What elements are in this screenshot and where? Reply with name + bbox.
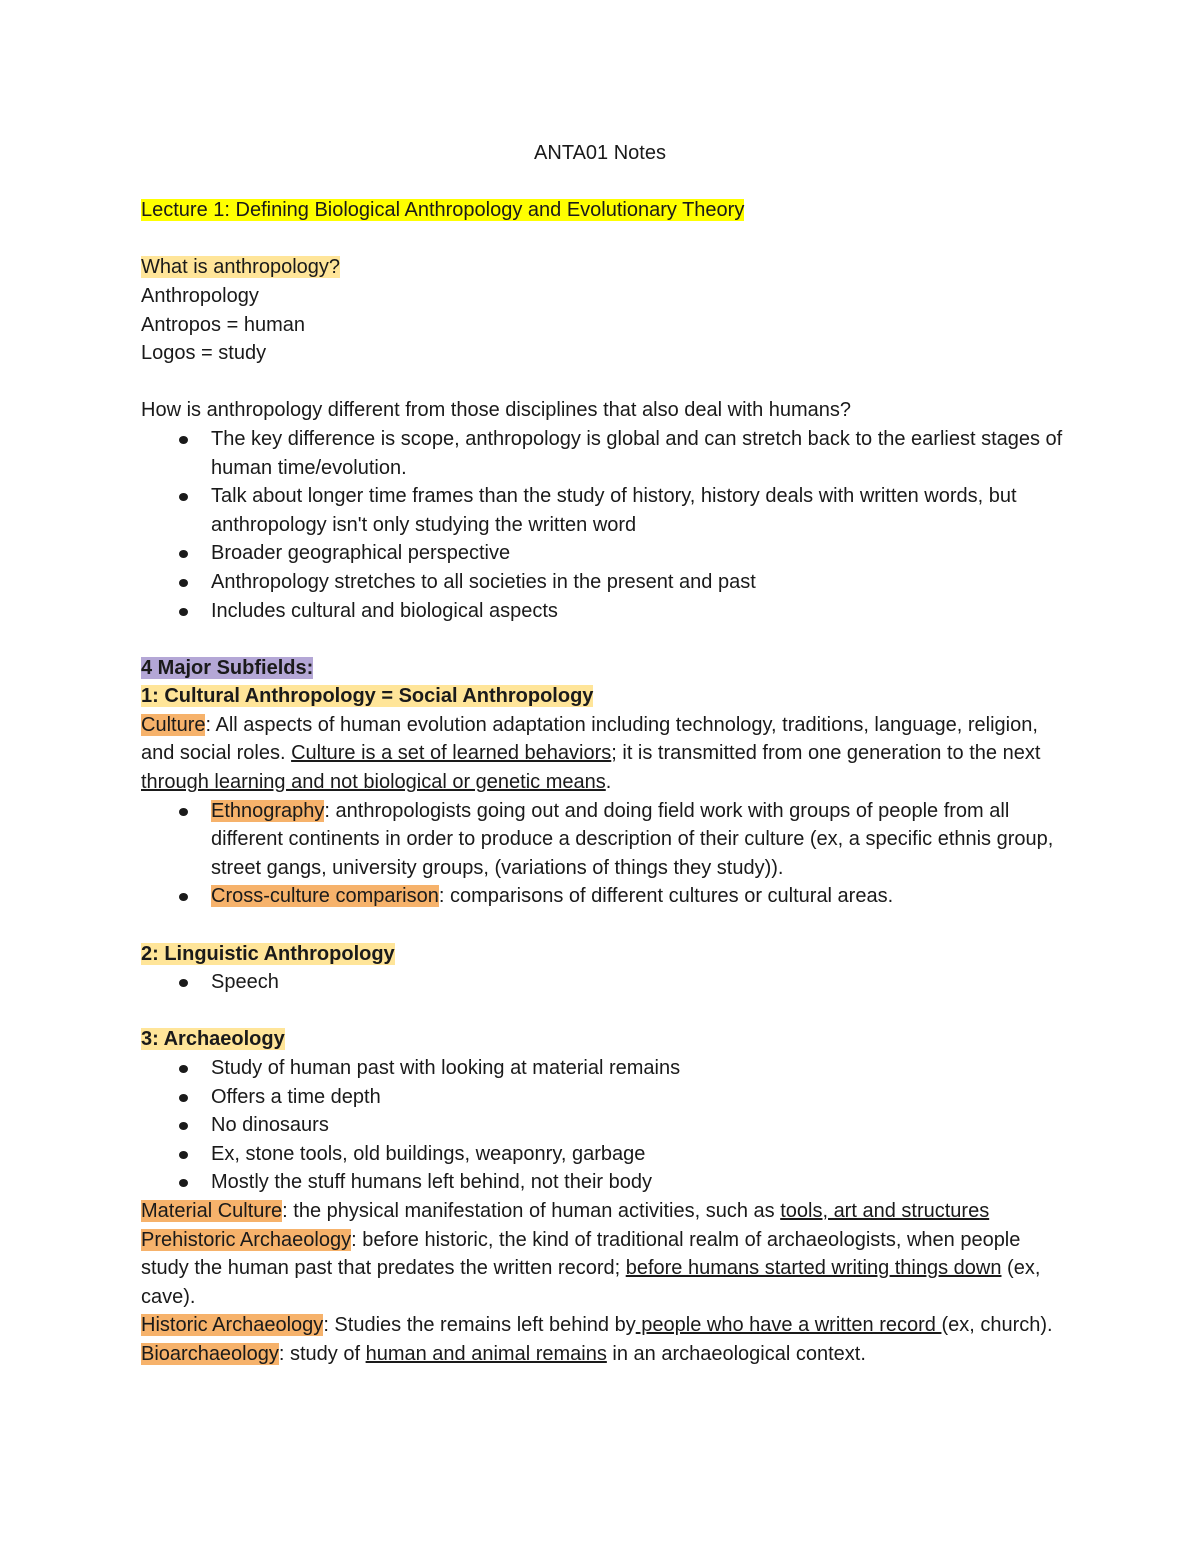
lecture-heading-text: Lecture 1: Defining Biological Anthropology and Evolutionary Theory bbox=[141, 199, 745, 222]
ethnography-text: : anthropologists going out and doing field work with groups of people from all different continents in order to produce a description of their culture (ex, a specific ethnis group, street gangs, university groups, (variations of things they study)). bbox=[211, 799, 1054, 879]
crossculture-text: : comparisons of different cultures or cultural areas. bbox=[438, 885, 894, 908]
spacer bbox=[141, 368, 1071, 397]
culture-definition bbox=[141, 711, 1071, 797]
spacer bbox=[141, 911, 1071, 940]
archaeology-heading-text: 3: Archaeology bbox=[141, 1028, 285, 1051]
differences-question: How is anthropology different from those disciplines that also deal with humans? bbox=[141, 399, 852, 422]
spacer bbox=[141, 997, 1071, 1026]
culture-underline: through learning and not biological or genetic means bbox=[141, 771, 606, 794]
list-item: Includes cultural and biological aspects bbox=[211, 597, 1071, 626]
linguistic-list bbox=[141, 968, 1071, 997]
material-underline: tools, art and structures bbox=[780, 1199, 990, 1222]
historic-text: : Studies the remains left behind by bbox=[323, 1314, 636, 1337]
document-title: ANTA01 Notes bbox=[534, 142, 666, 164]
subfields-heading bbox=[141, 654, 1071, 683]
list-item: Study of human past with looking at material remains bbox=[211, 1054, 1071, 1083]
list-item: Mostly the stuff humans left behind, not their body bbox=[211, 1168, 1071, 1197]
historic-underline: people who have a written record bbox=[635, 1314, 942, 1337]
subfields-heading-text: 4 Major Subfields: bbox=[141, 656, 314, 679]
culture-text: : All aspects of human evolution adaptation including technology, traditions, language, religion, and social roles. bbox=[141, 713, 1038, 765]
list-item: Talk about longer time frames than the study of history, history deals with written words, but anthropology isn't only studying the written word bbox=[211, 482, 1071, 539]
bio-term: Bioarchaeology bbox=[141, 1342, 279, 1365]
differences-list bbox=[141, 425, 1071, 625]
material-culture-definition bbox=[141, 1197, 1071, 1226]
cultural-list bbox=[141, 797, 1071, 911]
cultural-heading bbox=[141, 682, 1071, 711]
historic-text: (ex, church). bbox=[941, 1314, 1053, 1337]
list-item: Broader geographical perspective bbox=[211, 539, 1071, 568]
prehistoric-text: : before historic, the kind of traditional realm of archaeologists, when people study the human past that predates the written record; bbox=[141, 1228, 1021, 1280]
list-item: No dinosaurs bbox=[211, 1111, 1071, 1140]
bio-text: in an archaeological context. bbox=[606, 1342, 866, 1365]
material-text: : the physical manifestation of human activities, such as bbox=[282, 1199, 781, 1222]
lecture-heading bbox=[141, 196, 1071, 225]
spacer bbox=[141, 225, 1071, 254]
list-item: Ex, stone tools, old buildings, weaponry, garbage bbox=[211, 1140, 1071, 1169]
bio-underline: human and animal remains bbox=[365, 1342, 607, 1365]
list-item: Offers a time depth bbox=[211, 1083, 1071, 1112]
ethnography-term: Ethnography bbox=[211, 799, 325, 822]
culture-underline: Culture is a set of learned behaviors bbox=[291, 742, 612, 765]
prehistoric-underline: before humans started writing things down bbox=[625, 1257, 1002, 1280]
historic-definition bbox=[141, 1311, 1071, 1340]
bio-text: : study of bbox=[278, 1342, 366, 1365]
historic-term: Historic Archaeology bbox=[141, 1314, 324, 1337]
list-item: The key difference is scope, anthropology is global and can stretch back to the earliest stages of human time/evolution. bbox=[211, 425, 1071, 482]
list-item: Anthropology stretches to all societies in the present and past bbox=[211, 568, 1071, 597]
archaeology-list bbox=[141, 1054, 1071, 1197]
spacer bbox=[141, 625, 1071, 654]
intro-line: Antropos = human bbox=[141, 313, 305, 336]
notes-body bbox=[141, 139, 1071, 1369]
linguistic-heading-text: 2: Linguistic Anthropology bbox=[141, 942, 395, 965]
culture-text: ; it is transmitted from one generation to the next bbox=[611, 742, 1041, 765]
material-term: Material Culture bbox=[141, 1199, 283, 1222]
intro-question-text: What is anthropology? bbox=[141, 256, 341, 279]
list-item bbox=[211, 797, 1071, 883]
bioarchaeology-definition bbox=[141, 1340, 1071, 1369]
prehistoric-term: Prehistoric Archaeology bbox=[141, 1228, 352, 1251]
culture-term: Culture bbox=[141, 713, 206, 736]
intro-question bbox=[141, 253, 1071, 282]
list-item: Speech bbox=[211, 968, 1071, 997]
cultural-heading-text: 1: Cultural Anthropology = Social Anthropology bbox=[141, 685, 594, 708]
crossculture-term: Cross-culture comparison bbox=[211, 885, 439, 908]
archaeology-heading bbox=[141, 1025, 1071, 1054]
intro-line: Anthropology bbox=[141, 284, 259, 307]
prehistoric-definition bbox=[141, 1226, 1071, 1312]
list-item bbox=[211, 882, 1071, 911]
intro-line: Logos = study bbox=[141, 342, 267, 365]
prehistoric-text: (ex, cave). bbox=[141, 1257, 1041, 1308]
culture-text: . bbox=[605, 771, 612, 794]
linguistic-heading bbox=[141, 940, 1071, 969]
